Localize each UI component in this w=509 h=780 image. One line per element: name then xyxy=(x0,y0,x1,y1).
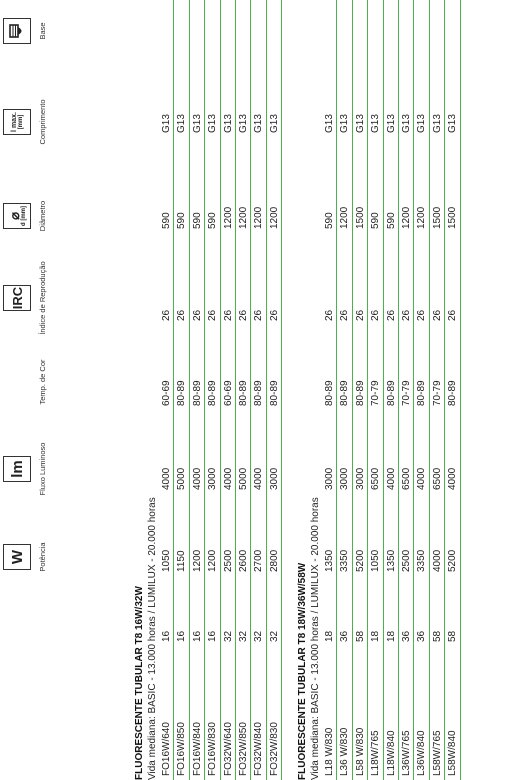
table-cell: 26 xyxy=(161,309,172,321)
table-cell: 1200 xyxy=(207,549,219,572)
table-cell: 58 xyxy=(354,630,366,642)
table-cell: 4000 xyxy=(161,467,172,490)
table-cell: 26 xyxy=(400,309,412,321)
table-cell: 80-89 xyxy=(191,380,203,406)
table-cell: 18 xyxy=(385,630,397,642)
table-cell: 3000 xyxy=(354,467,366,490)
table-cell: 1050 xyxy=(370,549,382,572)
table-cell: 36 xyxy=(339,630,351,642)
table-cell: 60-69 xyxy=(161,380,172,406)
table-cell: G13 xyxy=(339,114,351,133)
table-cell: 590 xyxy=(176,212,188,229)
table-cell: 80-89 xyxy=(324,380,335,406)
table-cell: 5000 xyxy=(237,467,249,490)
table-cell: 80-89 xyxy=(176,380,188,406)
table-row xyxy=(430,0,445,780)
model-cell: L18W/765 xyxy=(370,730,382,776)
table-cell: 5000 xyxy=(176,467,188,490)
table-cell: 4000 xyxy=(253,467,265,490)
table-cell: 2700 xyxy=(253,549,265,572)
table-cell: G13 xyxy=(207,114,219,133)
table-cell: 26 xyxy=(253,309,265,321)
table-cell: 1200 xyxy=(416,206,428,229)
table-cell: G13 xyxy=(354,114,366,133)
model-cell: L36W/840 xyxy=(416,730,428,776)
table-cell: 4000 xyxy=(385,467,397,490)
model-cell: L18W/840 xyxy=(385,730,397,776)
table-cell: 5200 xyxy=(447,549,459,572)
power-icon: W xyxy=(3,544,31,570)
product-section xyxy=(133,0,282,780)
diameter-icon: ⌀ d [mm] xyxy=(3,203,31,229)
table-cell: 58 xyxy=(431,630,443,642)
table-cell: 3350 xyxy=(339,549,351,572)
table-cell: 1350 xyxy=(324,549,335,572)
table-cell: 2500 xyxy=(222,549,234,572)
table-row xyxy=(221,0,236,780)
table-cell: 80-89 xyxy=(339,380,351,406)
table-cell: 6500 xyxy=(431,467,443,490)
table-cell: G13 xyxy=(370,114,382,133)
table-cell: 80-89 xyxy=(237,380,249,406)
table-cell: 58 xyxy=(447,630,459,642)
table-cell: G13 xyxy=(268,114,280,133)
column-icon-header xyxy=(0,0,60,780)
base-icon xyxy=(3,18,31,44)
table-cell: G13 xyxy=(253,114,265,133)
table-cell: 80-89 xyxy=(447,380,459,406)
table-cell: 16 xyxy=(161,630,172,642)
table-cell: 4000 xyxy=(416,467,428,490)
table-cell: 16 xyxy=(207,630,219,642)
table-cell: 5200 xyxy=(354,549,366,572)
table-cell: 26 xyxy=(268,309,280,321)
table-row xyxy=(205,0,220,780)
table-cell: 1050 xyxy=(161,549,172,572)
irc-icon: IRC xyxy=(3,285,31,311)
table-cell: 26 xyxy=(222,309,234,321)
table-cell: 4000 xyxy=(191,467,203,490)
model-cell: FO16W/840 xyxy=(191,722,203,776)
table-cell: 590 xyxy=(385,212,397,229)
table-cell: 2800 xyxy=(268,549,280,572)
table-cell: 80-89 xyxy=(207,380,219,406)
table-cell: G13 xyxy=(400,114,412,133)
model-cell: L58W/840 xyxy=(447,730,459,776)
table-cell: 1500 xyxy=(431,206,443,229)
table-cell: 590 xyxy=(161,212,172,229)
table-cell: 4000 xyxy=(447,467,459,490)
model-cell: L36 W/830 xyxy=(339,727,351,776)
power-label: Potência xyxy=(38,542,47,572)
table-cell: 1200 xyxy=(191,549,203,572)
table-cell: 6500 xyxy=(400,467,412,490)
table-cell: 26 xyxy=(207,309,219,321)
model-cell: L58 W/830 xyxy=(354,727,366,776)
table-row xyxy=(368,0,383,780)
product-section xyxy=(296,0,461,780)
table-row xyxy=(414,0,429,780)
table-cell: 26 xyxy=(416,309,428,321)
table-cell: 1500 xyxy=(447,206,459,229)
table-cell: 70-79 xyxy=(370,380,382,406)
model-cell: L18 W/830 xyxy=(324,727,335,776)
table-cell: 16 xyxy=(176,630,188,642)
table-cell: 70-79 xyxy=(431,380,443,406)
table-cell: 26 xyxy=(370,309,382,321)
table-cell: 26 xyxy=(191,309,203,321)
table-cell: 1200 xyxy=(400,206,412,229)
table-cell: 590 xyxy=(191,212,203,229)
model-cell: L58W/765 xyxy=(431,730,443,776)
table-cell: 80-89 xyxy=(253,380,265,406)
table-cell: G13 xyxy=(324,114,335,133)
table-cell: 1200 xyxy=(253,206,265,229)
table-row xyxy=(174,0,189,780)
table-cell: 32 xyxy=(222,630,234,642)
table-row xyxy=(236,0,251,780)
diameter-label: Diâmetro xyxy=(38,200,47,232)
table-cell: 590 xyxy=(370,212,382,229)
table-cell: 26 xyxy=(431,309,443,321)
table-cell: G13 xyxy=(161,114,172,133)
table-row xyxy=(399,0,414,780)
table-cell: G13 xyxy=(191,114,203,133)
table-cell: 26 xyxy=(176,309,188,321)
table-cell: 1500 xyxy=(354,206,366,229)
table-cell: 2600 xyxy=(237,549,249,572)
table-cell: 80-89 xyxy=(385,380,397,406)
table-cell: 16 xyxy=(191,630,203,642)
table-cell: 3000 xyxy=(207,467,219,490)
table-cell: 1150 xyxy=(176,550,188,572)
table-row xyxy=(384,0,399,780)
table-cell: 3000 xyxy=(324,467,335,490)
model-cell: FO32W/850 xyxy=(237,722,249,776)
table-row xyxy=(190,0,205,780)
table-cell: G13 xyxy=(222,114,234,133)
table-cell: G13 xyxy=(416,114,428,133)
model-cell: FO32W/830 xyxy=(268,722,280,776)
table-cell: 1200 xyxy=(237,206,249,229)
table-cell: 590 xyxy=(324,212,335,229)
table-cell: 3350 xyxy=(416,549,428,572)
section-subtitle: Vida mediana: BASIC - 13.000 horas / LUMILUX - 20.000 horas xyxy=(310,497,321,780)
model-cell: FO16W/830 xyxy=(207,722,219,776)
section-subtitle: Vida mediana: BASIC - 13.000 horas / LUMILUX - 20.000 horas xyxy=(147,497,158,780)
table-cell: 26 xyxy=(339,309,351,321)
length-icon: l max. [mm] xyxy=(3,109,31,135)
table-row xyxy=(159,0,174,780)
table-cell: 32 xyxy=(268,630,280,642)
luminous-flux-label: Fluxo Luminoso xyxy=(38,442,47,496)
table-row xyxy=(322,0,337,780)
table-cell: 1200 xyxy=(339,206,351,229)
table-cell: 1350 xyxy=(385,549,397,572)
table-cell: 1200 xyxy=(268,206,280,229)
table-cell: G13 xyxy=(237,114,249,133)
table-cell: 26 xyxy=(237,309,249,321)
table-cell: 80-89 xyxy=(268,380,280,406)
table-cell: 3000 xyxy=(268,467,280,490)
table-row xyxy=(251,0,266,780)
table-cell: 4000 xyxy=(222,467,234,490)
base-label: Base xyxy=(38,22,47,40)
irc-label: Índice de Reprodução xyxy=(38,261,47,335)
length-label: Comprimento xyxy=(38,99,47,145)
table-cell: G13 xyxy=(431,114,443,133)
table-cell: 6500 xyxy=(370,467,382,490)
table-cell: 80-89 xyxy=(416,380,428,406)
table-cell: 2500 xyxy=(400,549,412,572)
model-cell: FO16W/850 xyxy=(176,722,188,776)
table-row xyxy=(445,0,460,780)
section-title: FLUORESCENTE TUBULAR T8 18W/36W/58W xyxy=(297,562,308,780)
table-row xyxy=(267,0,282,780)
table-cell: 36 xyxy=(416,630,428,642)
color-temperature-label: Temp. de Cor xyxy=(38,359,47,405)
table-cell: 26 xyxy=(385,309,397,321)
table-row xyxy=(337,0,352,780)
table-cell: 26 xyxy=(354,309,366,321)
table-cell: 1200 xyxy=(222,206,234,229)
model-cell: FO32W/640 xyxy=(222,722,234,776)
color-temperature-icon xyxy=(3,369,31,395)
model-cell: FO16W/640 xyxy=(161,722,172,776)
table-row xyxy=(353,0,368,780)
table-cell: 32 xyxy=(253,630,265,642)
table-cell: 590 xyxy=(207,212,219,229)
table-cell: G13 xyxy=(447,114,459,133)
table-cell: 3000 xyxy=(339,467,351,490)
table-cell: 36 xyxy=(400,630,412,642)
table-cell: G13 xyxy=(176,114,188,133)
model-cell: L36W/765 xyxy=(400,730,412,776)
table-cell: 80-89 xyxy=(354,380,366,406)
table-cell: 26 xyxy=(447,309,459,321)
table-cell: 70-79 xyxy=(400,380,412,406)
luminous-flux-icon: lm xyxy=(3,456,31,482)
table-cell: 26 xyxy=(324,309,335,321)
section-title: FLUORESCENTE TUBULAR T8 16W/32W xyxy=(134,586,145,780)
table-cell: 60-69 xyxy=(222,380,234,406)
table-cell: 32 xyxy=(237,630,249,642)
table-cell: 18 xyxy=(324,630,335,642)
table-cell: 4000 xyxy=(431,549,443,572)
table-cell: G13 xyxy=(385,114,397,133)
table-cell: 18 xyxy=(370,630,382,642)
model-cell: FO32W/840 xyxy=(253,722,265,776)
